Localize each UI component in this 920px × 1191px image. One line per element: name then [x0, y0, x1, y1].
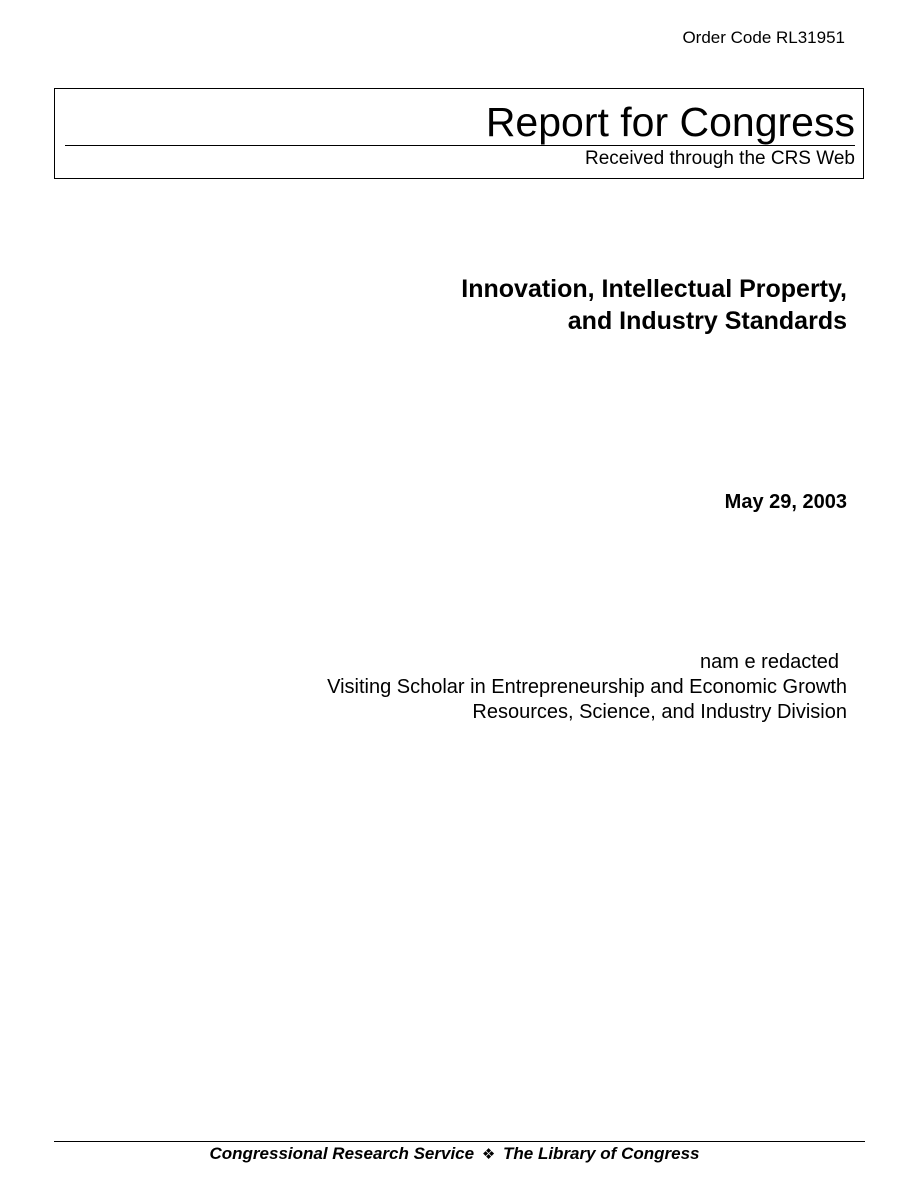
- report-date: May 29, 2003: [724, 491, 847, 513]
- report-title-line-2: and Industry Standards: [567, 307, 847, 335]
- author-name: nam e redacted: [700, 651, 839, 673]
- report-title: [461, 273, 847, 337]
- report-header-box: [54, 88, 864, 179]
- footer-library: The Library of Congress: [503, 1144, 700, 1163]
- author-block: [327, 650, 847, 725]
- footer: [54, 1143, 865, 1165]
- four-diamond-icon: ❖: [481, 1145, 496, 1163]
- report-title-line-1: Innovation, Intellectual Property,: [461, 275, 847, 303]
- footer-publisher: Congressional Research Service: [209, 1144, 475, 1163]
- report-header-subtitle: Received through the CRS Web: [584, 148, 855, 169]
- author-division: Resources, Science, and Industry Division: [472, 701, 847, 723]
- order-code: Order Code RL31951: [682, 28, 845, 47]
- author-position: Visiting Scholar in Entrepreneurship and Economic Growth: [327, 676, 847, 698]
- header-divider: [65, 145, 855, 146]
- report-header-title: Report for Congress: [485, 99, 855, 145]
- footer-divider: [54, 1141, 865, 1142]
